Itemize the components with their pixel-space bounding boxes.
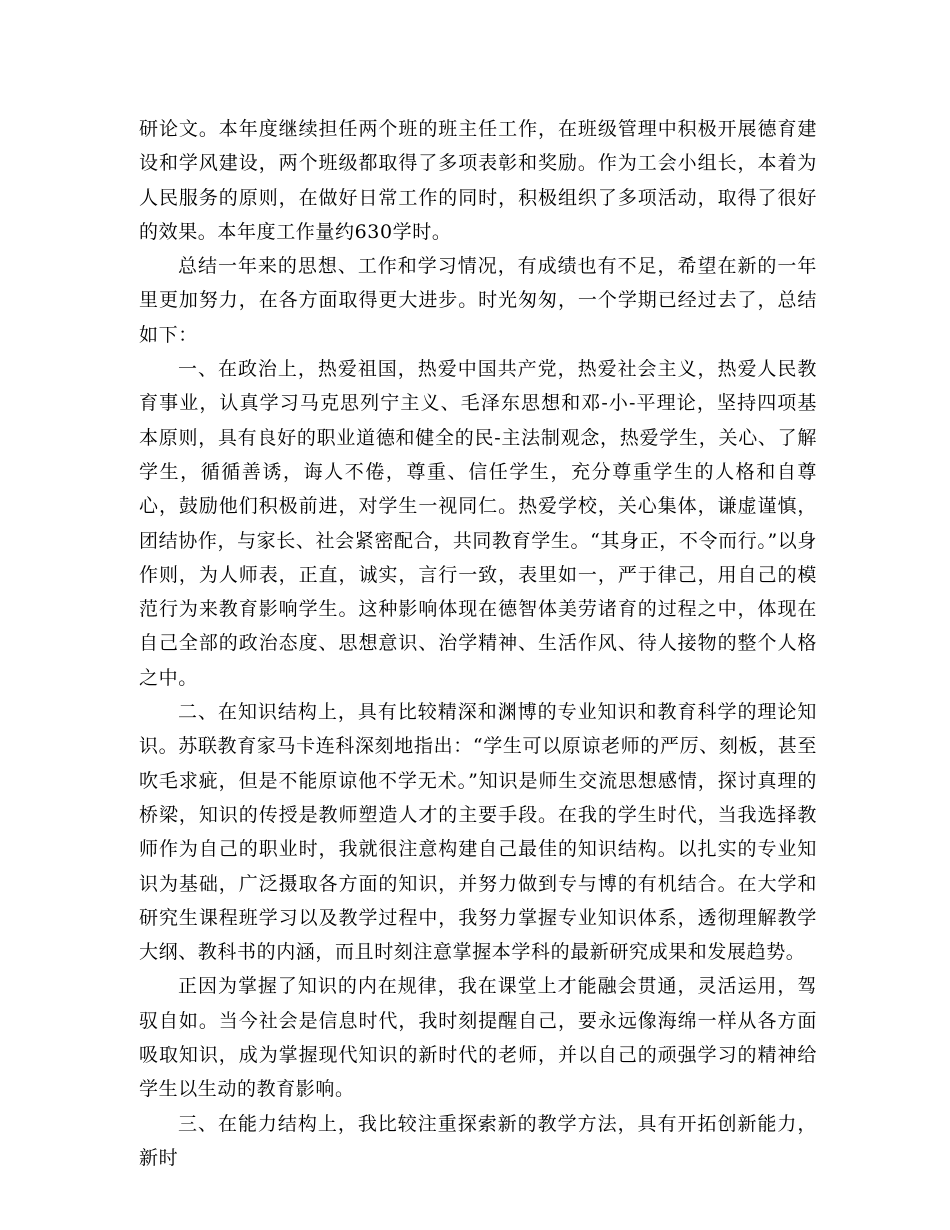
document-body [139, 112, 817, 1175]
paragraph-continuation: 研论文。本年度继续担任两个班的班主任工作，在班级管理中积极开展德育建设和学风建设，两个班级都取得了多项表彰和奖励。作为工会小组长，本着为人民服务的原则，在做好日常工作的同时，积极组织了多项活动，取得了很好的效果。本年度工作量约630学时。 [139, 118, 817, 243]
paragraph-summary: 总结一年来的思想、工作和学习情况，有成绩也有不足，希望在新的一年里更加努力，在各方面取得更大进步。时光匆匆，一个学期已经过去了，总结如下： [139, 255, 817, 346]
paragraph-learning: 正因为掌握了知识的内在规律，我在课堂上才能融会贯通，灵活运用，驾驭自如。当今社会是信息时代，我时刻提醒自己，要永远像海绵一样从各方面吸取知识，成为掌握现代知识的新时代的老师，并以自己的顽强学习的精神给学生以生动的教育影响。 [139, 975, 817, 1101]
paragraph-political: 一、在政治上，热爱祖国，热爱中国共产党，热爱社会主义，热爱人民教育事业，认真学习马克思列宁主义、毛泽东思想和邓-小-平理论，坚持四项基本原则，具有良好的职业道德和健全的民-主法制观念，热爱学生，关心、了解学生，循循善诱，诲人不倦，尊重、信任学生，充分尊重学生的人格和自尊心，鼓励他们积极前进，对学生一视同仁。热爱学校，关心集体，谦虚谨慎，团结协作，与家长、社会紧密配合，共同教育学生。“其身正，不令而行。”以身作则，为人师表，正直，诚实，言行一致，表里如一，严于律己，用自己的模范行为来教育影响学生。这种影响体现在德智体美劳诸育的过程之中，体现在自己全部的政治态度、思想意识、治学精神、生活作风、待人接物的整个人格之中。 [139, 358, 817, 689]
paragraph-knowledge: 二、在知识结构上，具有比较精深和渊博的专业知识和教育科学的理论知识。苏联教育家马卡连科深刻地指出：“学生可以原谅老师的严厉、刻板，甚至吹毛求疵，但是不能原谅他不学无术。”知识是师生交流思想感情，探讨真理的桥梁，知识的传授是教师塑造人才的主要手段。在我的学生时代，当我选择教师作为自己的职业时，我就很注意构建自己最佳的知识结构。以扎实的专业知识为基础，广泛摄取各方面的知识，并努力做到专与博的有机结合。在大学和研究生课程班学习以及教学过程中，我努力掌握专业知识体系，透彻理解教学大纲、教科书的内涵，而且时刻注意掌握本学科的最新研究成果和发展趋势。 [139, 701, 817, 964]
paragraph-ability: 三、在能力结构上，我比较注重探索新的教学方法，具有开拓创新能力，新时 [139, 1112, 817, 1169]
